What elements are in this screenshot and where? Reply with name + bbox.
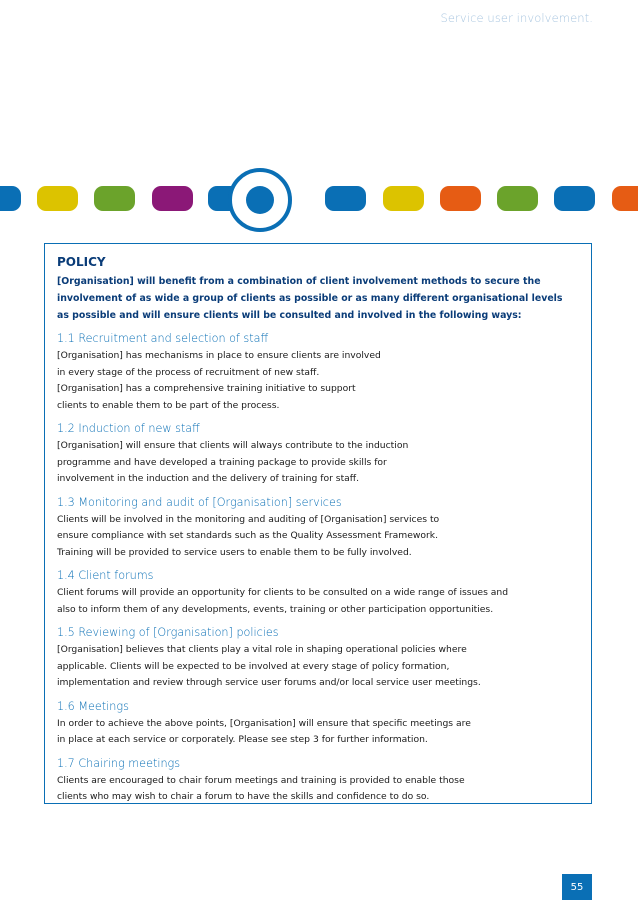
section-line: Clients will be involved in the monitoring and auditing of [Organisation] services to [57,513,440,525]
section-line: [Organisation] has a comprehensive training initiative to support [57,383,356,394]
section-line: clients to enable them to be part of the process. [57,399,280,411]
section-line: implementation and review through service user forums and/or local service user meetings. [57,677,481,688]
section-monitoring [57,494,579,562]
section-line: [Organisation] believes that clients play a vital role in shaping operational policies where [57,644,467,655]
section-heading: 1.3 Monitoring and audit of [Organisation] services [57,495,342,509]
decorative-dot-row [0,0,638,240]
decorative-dot [440,186,481,211]
highlight-ring-center [246,186,274,214]
section-line: applicable. Clients will be expected to be involved at every stage of policy formation, [57,660,450,672]
policy-box [44,243,592,804]
policy-intro-line: involvement of as wide a group of clients as possible or as many different organisational levels [57,293,563,304]
section-line: In order to achieve the above points, [Organisation] will ensure that specific meetings are [57,717,471,729]
decorative-dot [554,186,595,211]
page-number: 55 [562,874,592,900]
highlight-ring-icon [228,168,292,232]
section-line: [Organisation] will ensure that clients will always contribute to the induction [57,440,409,451]
policy-title: POLICY [57,255,106,269]
section-meetings [57,698,579,749]
section-line: Clients are encouraged to chair forum meetings and training is provided to enable those [57,774,465,786]
section-chairing-meetings [57,755,579,806]
section-line: in place at each service or corporately. Please see step 3 for further information. [57,734,428,745]
section-line: clients who may wish to chair a forum to have the skills and confidence to do so. [57,791,430,802]
section-induction [57,420,579,488]
section-line: programme and have developed a training package to provide skills for [57,456,387,468]
section-line: in every stage of the process of recruitment of new staff. [57,366,320,378]
section-line: Training will be provided to service users to enable them to be fully involved. [57,546,412,558]
decorative-dot [612,186,638,211]
decorative-dot [94,186,135,211]
policy-intro-line: as possible and will ensure clients will be consulted and involved in the following ways: [57,310,522,321]
decorative-dot [325,186,366,211]
page-header-title: Service user involvement. [440,11,593,25]
decorative-dot [0,186,21,211]
decorative-dot [497,186,538,211]
section-line: [Organisation] has mechanisms in place to ensure clients are involved [57,350,381,361]
decorative-dot [37,186,78,211]
section-heading: 1.5 Reviewing of [Organisation] policies [57,626,279,639]
policy-intro-line: [Organisation] will benefit from a combination of client involvement methods to secure the [57,276,541,287]
decorative-dot [383,186,424,211]
section-heading: 1.2 Induction of new staff [57,422,200,435]
section-heading: 1.4 Client forums [57,569,154,582]
section-line: involvement in the induction and the delivery of training for staff. [57,473,360,484]
decorative-dot [152,186,193,211]
section-recruitment [57,330,579,414]
section-line: also to inform them of any developments, events, training or other participation opportunities. [57,603,494,615]
section-reviewing-policies [57,624,579,692]
section-heading: 1.1 Recruitment and selection of staff [57,332,269,345]
section-line: ensure compliance with set standards such as the Quality Assessment Framework. [57,530,439,541]
section-client-forums [57,567,579,618]
section-line: Client forums will provide an opportunity for clients to be consulted on a wide range of issues and [57,587,509,598]
section-heading: 1.7 Chairing meetings [57,756,181,770]
policy-intro [57,273,579,324]
section-heading: 1.6 Meetings [57,699,129,713]
